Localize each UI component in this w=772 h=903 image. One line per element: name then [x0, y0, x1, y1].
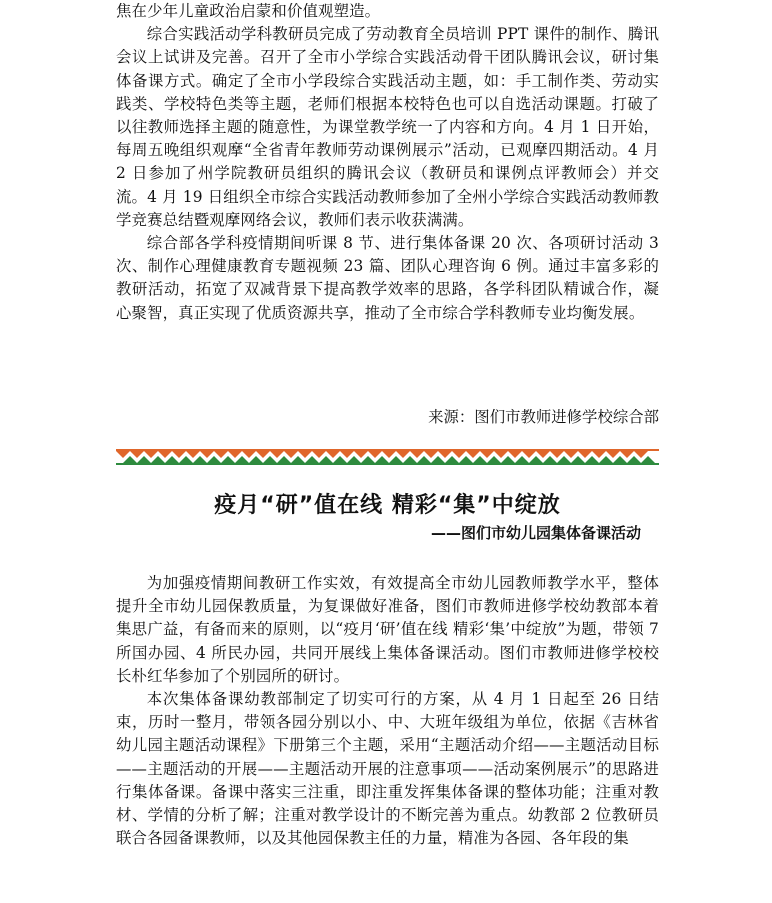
divider-green-triangle	[137, 456, 151, 463]
divider-orange-triangle	[606, 451, 620, 458]
divider-green-triangle	[165, 456, 179, 463]
divider-orange-triangle	[228, 451, 242, 458]
decorative-divider	[116, 449, 659, 465]
divider-green-triangle	[179, 456, 193, 463]
section1-paragraph-3: 综合部各学科疫情期间听课 8 节、进行集体备课 20 次、各项研讨活动 3 次、制作心理健康教育专题视频 23 篇、团队心理咨询 6 例。通过丰富多彩的教研活动，拓宽了双减背景下提高教学效率的思路，各学科团队精诚合作，凝心聚智，真正实现了优质资源共享，推动了全市综合学科教师专业均衡发展。	[116, 234, 659, 322]
divider-green-triangle	[375, 456, 389, 463]
divider-green-triangle	[389, 456, 403, 463]
divider-green-triangle	[263, 456, 277, 463]
divider-green-triangle	[403, 456, 417, 463]
divider-green-triangle	[501, 456, 515, 463]
divider-orange-triangle	[130, 451, 144, 458]
divider-orange-triangle	[522, 451, 536, 458]
divider-orange-triangle	[494, 451, 508, 458]
divider-green-triangle	[291, 456, 305, 463]
divider-green-triangle	[151, 456, 165, 463]
divider-green-triangle	[193, 456, 207, 463]
divider-orange-triangle	[242, 451, 256, 458]
divider-orange-triangle	[340, 451, 354, 458]
divider-orange-triangle	[438, 451, 452, 458]
divider-green-triangle	[207, 456, 221, 463]
divider-orange-triangle	[480, 451, 494, 458]
divider-orange-triangle	[116, 451, 130, 458]
divider-green-triangle	[445, 456, 459, 463]
section2-paragraph-2: 本次集体备课幼教部制定了切实可行的方案，从 4 月 1 日起至 26 日结束，历时一整月，带领各园分别以小、中、大班年级组为单位，依据《吉林省幼儿园主题活动课程》下册第三个主题，采用“主题活动介绍——主题活动目标——主题活动的开展——主题活动开展的注意事项——活动案例展示”的思路进行集体备课。备课中落实三注重，即注重发挥集体备课的整体功能；注重对教材、学情的分析了解；注重对教学设计的不断完善为重点。幼教部 2 位教研员联合各园备课教师，以及其他园保教主任的力量，精准为各园、各年段的集	[116, 690, 659, 848]
divider-green-triangle	[599, 456, 613, 463]
divider-orange-triangle	[508, 451, 522, 458]
divider-orange-triangle	[284, 451, 298, 458]
divider-green-triangle	[585, 456, 599, 463]
article-title: 疫月“研”值在线 精彩“集”中绽放	[214, 493, 561, 518]
divider-orange-triangle	[270, 451, 284, 458]
divider-orange-triangle	[424, 451, 438, 458]
divider-green-triangle	[515, 456, 529, 463]
divider-orange-triangle	[298, 451, 312, 458]
article-subtitle: ——图们市幼儿园集体备课活动	[430, 524, 641, 542]
divider-green-triangle	[613, 456, 627, 463]
divider-orange-triangle	[200, 451, 214, 458]
divider-orange-triangle	[466, 451, 480, 458]
divider-green-triangle	[459, 456, 473, 463]
divider-orange-triangle	[564, 451, 578, 458]
section1-paragraph-2: 综合实践活动学科教研员完成了劳动教育全员培训 PPT 课件的制作、腾讯会议上试讲及完善。召开了全市小学综合实践活动骨干团队腾讯会议，研讨集体备课方式。确定了全市小学段综合实践活动主题，如：手工制作类、劳动实践类、学校特色类等主题，老师们根据本校特色也可以自选活动课题。打破了以往教师选择主题的随意性，为课堂教学统一了内容和方向。4 月 1 日开始，每周五晚组织观摩“全省青年教师劳动课例展示”活动，已观摩四期活动。4 月 2 日参加了州学院教研员组织的腾讯会议（教研员和课例点评教师会）并交流。4 月 19 日组织全市综合实践活动教师参加了全州小学综合实践活动教师教学竞赛总结暨观摩网络会议，教师们表示收获满满。	[116, 25, 659, 229]
section2-paragraph-1: 为加强疫情期间教研工作实效，有效提高全市幼儿园教师教学水平，整体提升全市幼儿园保教质量，为复课做好准备，图们市教师进修学校幼教部本着集思广益，有备而来的原则，以“疫月‘研’值在线 精彩‘集’中绽放”为题，带领 7 所国办园、4 所民办园，共同开展线上集体备课活动。图们市教师进修学校校长朴红华参加了个别园所的研讨。	[116, 574, 659, 685]
divider-orange-triangle	[214, 451, 228, 458]
divider-orange-triangle	[452, 451, 466, 458]
divider-green-triangle	[249, 456, 263, 463]
divider-green-triangle	[123, 456, 137, 463]
divider-green-triangle	[473, 456, 487, 463]
divider-orange-triangle	[536, 451, 550, 458]
divider-green-triangle	[431, 456, 445, 463]
divider-green-triangle	[235, 456, 249, 463]
divider-orange-triangle	[312, 451, 326, 458]
divider-triangles	[116, 451, 655, 463]
section1-body	[116, 0, 659, 325]
divider-green-triangle	[319, 456, 333, 463]
divider-orange-triangle	[158, 451, 172, 458]
divider-green-triangle	[627, 456, 641, 463]
divider-green-triangle	[557, 456, 571, 463]
divider-orange-triangle	[368, 451, 382, 458]
divider-green-triangle	[361, 456, 375, 463]
divider-green-triangle	[529, 456, 543, 463]
divider-orange-triangle	[144, 451, 158, 458]
source-line: 来源：图们市教师进修学校综合部	[428, 408, 659, 426]
divider-orange-triangle	[410, 451, 424, 458]
divider-green-triangle	[305, 456, 319, 463]
divider-green-triangle	[221, 456, 235, 463]
divider-orange-triangle	[396, 451, 410, 458]
divider-green-triangle	[641, 456, 655, 463]
section2-body	[116, 572, 659, 850]
section1-paragraph-1: 焦在少年儿童政治启蒙和价值观塑造。	[116, 2, 381, 20]
divider-orange-triangle	[634, 451, 648, 458]
divider-green-triangle	[333, 456, 347, 463]
divider-orange-triangle	[326, 451, 340, 458]
divider-green-triangle	[543, 456, 557, 463]
divider-orange-triangle	[186, 451, 200, 458]
divider-orange-triangle	[256, 451, 270, 458]
divider-orange-triangle	[592, 451, 606, 458]
divider-orange-triangle	[172, 451, 186, 458]
divider-green-triangle	[571, 456, 585, 463]
divider-green-triangle	[347, 456, 361, 463]
divider-orange-triangle	[620, 451, 634, 458]
divider-green-triangle	[487, 456, 501, 463]
divider-orange-triangle	[354, 451, 368, 458]
divider-green-triangle	[277, 456, 291, 463]
divider-orange-triangle	[578, 451, 592, 458]
divider-green-triangle	[417, 456, 431, 463]
divider-orange-triangle	[382, 451, 396, 458]
divider-orange-triangle	[550, 451, 564, 458]
